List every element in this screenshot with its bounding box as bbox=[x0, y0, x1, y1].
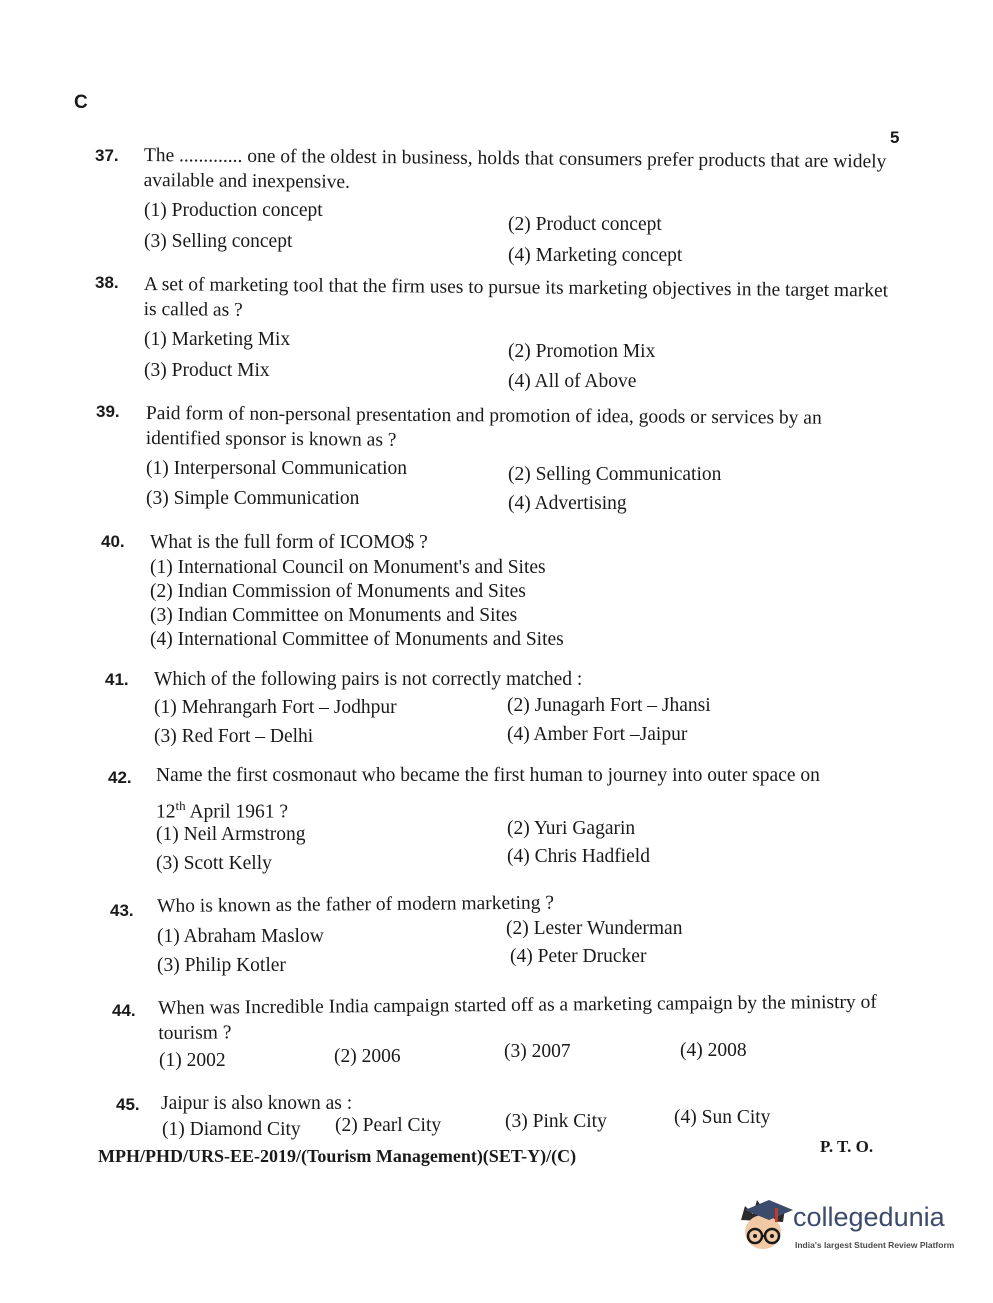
option-2: (2) Pearl City bbox=[335, 1115, 442, 1136]
option-3: (3) Selling concept bbox=[144, 231, 293, 252]
set-letter: C bbox=[74, 92, 88, 113]
mascot-icon bbox=[735, 1196, 795, 1260]
logo-brand-text: collegedunia bbox=[793, 1202, 945, 1232]
option-1: (1) Production concept bbox=[144, 200, 323, 221]
option-4: (4) Peter Drucker bbox=[510, 946, 647, 967]
option-1: (1) Mehrangarh Fort – Jodhpur bbox=[154, 697, 397, 718]
option-3: (3) Pink City bbox=[505, 1111, 607, 1132]
option-2: (2) Yuri Gagarin bbox=[507, 818, 636, 839]
option-4: (4) Chris Hadfield bbox=[507, 846, 650, 867]
option-2: (2) Selling Communication bbox=[508, 464, 722, 485]
option-1: (1) 2002 bbox=[159, 1050, 226, 1071]
option-3: (3) Product Mix bbox=[144, 360, 270, 381]
option-1: (1) Neil Armstrong bbox=[156, 824, 306, 845]
question-number: 38. bbox=[95, 273, 119, 292]
option-2: (2) Product concept bbox=[508, 214, 662, 235]
footer-code: MPH/PHD/URS-EE-2019/(Tourism Management)(SET-Y)/(C) bbox=[98, 1146, 577, 1166]
option-3: (3) Simple Communication bbox=[146, 488, 360, 509]
option-4: (4) Advertising bbox=[508, 493, 627, 514]
question-text: Who is known as the father of modern marketing ? bbox=[157, 892, 555, 917]
question-text: Paid form of non-personal presentation and promotion of idea, goods or services by an identified sponsor is known as ? bbox=[145, 402, 822, 451]
option-2: (2) 2006 bbox=[334, 1046, 401, 1067]
option-1: (1) Interpersonal Communication bbox=[146, 458, 408, 479]
question-number: 37. bbox=[95, 146, 119, 165]
option-3: (3) 2007 bbox=[504, 1041, 571, 1062]
option-1: (1) International Council on Monument's and Sites bbox=[150, 557, 546, 578]
question-text: The ............. one of the oldest in business, holds that consumers prefer products that are widely available and inexpensive. bbox=[143, 144, 887, 193]
option-4: (4) 2008 bbox=[680, 1040, 747, 1061]
option-4: (4) Marketing concept bbox=[508, 245, 683, 266]
option-4: (4) Sun City bbox=[674, 1107, 771, 1128]
question-text: Name the first cosmonaut who became the first human to journey into outer space on bbox=[156, 765, 820, 786]
date-rest: April 1961 ? bbox=[189, 801, 289, 823]
option-4: (4) Amber Fort –Jaipur bbox=[507, 724, 688, 745]
page-number: 5 bbox=[890, 128, 900, 147]
option-3: (3) Red Fort – Delhi bbox=[154, 726, 314, 747]
question-number: 43. bbox=[110, 901, 134, 920]
question-number: 45. bbox=[116, 1095, 140, 1114]
option-2: (2) Promotion Mix bbox=[508, 341, 656, 362]
collegedunia-logo bbox=[735, 1196, 965, 1260]
question-text: A set of marketing tool that the firm uses to pursue its marketing objectives in the target market is called as ? bbox=[143, 273, 889, 321]
logo-tagline: India's largest Student Review Platform bbox=[795, 1240, 955, 1250]
question-number: 42. bbox=[108, 768, 132, 787]
pto-label: P. T. O. bbox=[820, 1137, 874, 1156]
date-suffix: th bbox=[175, 798, 186, 813]
question-text: Which of the following pairs is not correctly matched : bbox=[154, 669, 583, 690]
option-2: (2) Indian Commission of Monuments and Sites bbox=[150, 581, 526, 602]
question-text: When was Incredible India campaign started off as a marketing campaign by the ministry of tourism ? bbox=[158, 991, 877, 1044]
option-3: (3) Indian Committee on Monuments and Sites bbox=[150, 605, 518, 626]
option-3: (3) Philip Kotler bbox=[157, 955, 286, 976]
option-2: (2) Lester Wunderman bbox=[506, 918, 683, 939]
option-4: (4) All of Above bbox=[508, 371, 637, 392]
option-1: (1) Diamond City bbox=[162, 1119, 301, 1140]
option-4: (4) International Committee of Monuments and Sites bbox=[150, 629, 564, 650]
option-1: (1) Abraham Maslow bbox=[157, 926, 324, 947]
question-number: 41. bbox=[105, 670, 129, 689]
question-number: 44. bbox=[112, 1001, 136, 1020]
date-day: 12 bbox=[156, 801, 176, 823]
option-2: (2) Junagarh Fort – Jhansi bbox=[507, 695, 711, 716]
question-number: 40. bbox=[101, 532, 125, 551]
question-text: Jaipur is also known as : bbox=[161, 1093, 353, 1114]
question-date bbox=[156, 793, 288, 825]
option-3: (3) Scott Kelly bbox=[156, 853, 272, 874]
question-number: 39. bbox=[96, 402, 120, 421]
option-1: (1) Marketing Mix bbox=[144, 329, 291, 350]
question-text: What is the full form of ICOMO$ ? bbox=[150, 532, 428, 553]
